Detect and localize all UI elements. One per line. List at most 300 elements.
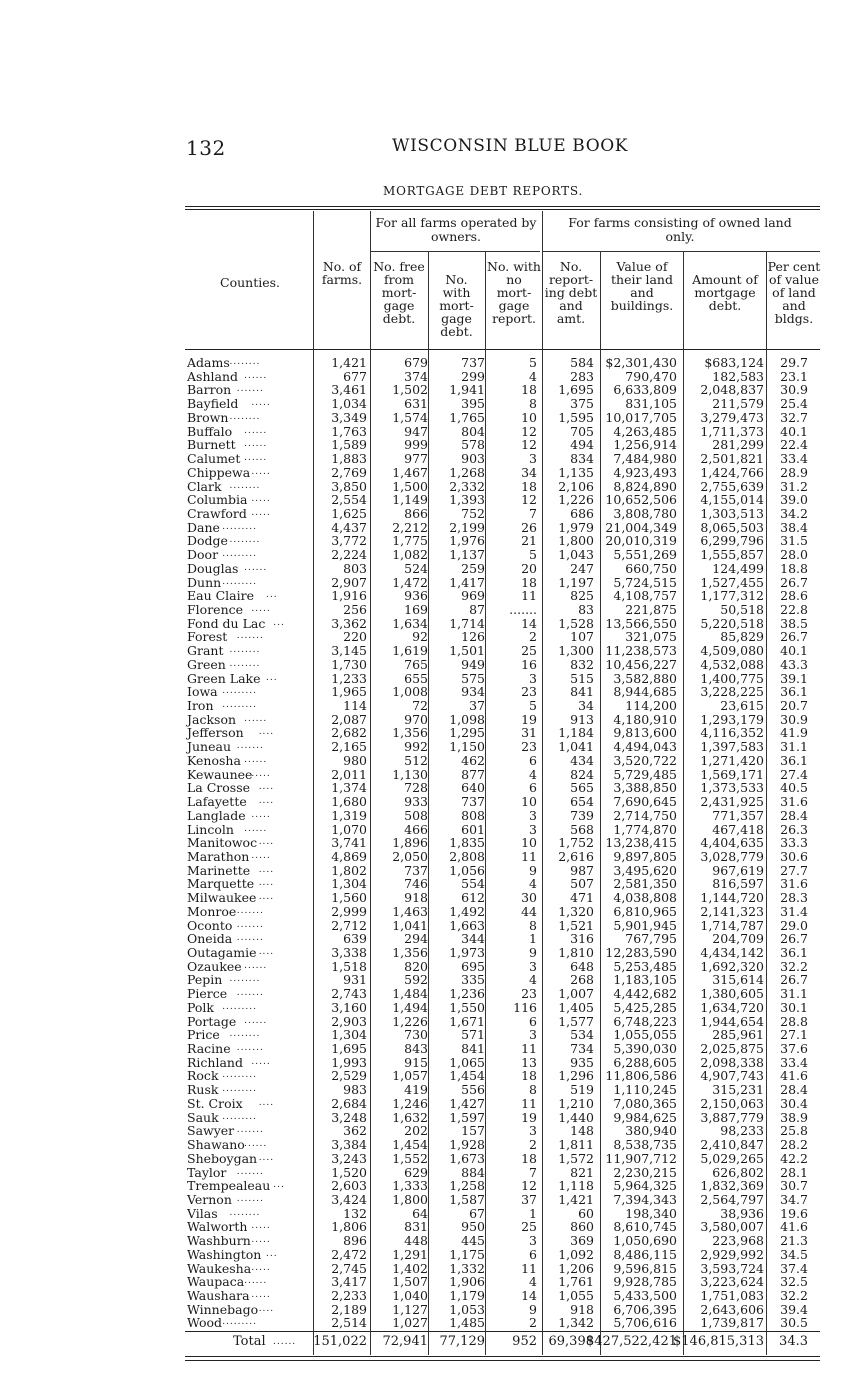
leader-dots: .... xyxy=(258,1303,275,1314)
farms-count: 2,165 xyxy=(331,739,367,755)
farms-count: 2,011 xyxy=(331,766,367,782)
table-row xyxy=(185,919,820,933)
percent-value: 26.7 xyxy=(780,931,808,947)
free-count: 1,127 xyxy=(392,1301,428,1317)
leader-dots: ..... xyxy=(251,398,271,409)
percent-value: 30.9 xyxy=(780,711,808,727)
table-row xyxy=(185,1262,820,1276)
percent-value: 40.5 xyxy=(780,780,808,796)
table-row xyxy=(185,1234,820,1248)
total-farms: 151,022 xyxy=(313,1334,367,1349)
farms-count: 2,743 xyxy=(331,986,367,1002)
table-row xyxy=(185,699,820,713)
leader-dots: ..... xyxy=(251,1290,271,1300)
percent-value: 30.6 xyxy=(780,848,808,864)
land-value: 4,923,493 xyxy=(613,464,677,480)
land-value: 5,425,285 xyxy=(613,999,677,1015)
top-rule-1 xyxy=(185,206,820,207)
leader-dots: ......... xyxy=(222,1084,257,1095)
table-row xyxy=(185,836,820,850)
leader-dots: ..... xyxy=(251,1262,271,1273)
mortgage-amount: 1,373,533 xyxy=(700,780,764,796)
percent-value: 29.7 xyxy=(780,355,808,370)
no-report-count: 26 xyxy=(521,519,537,535)
percent-value: 38.5 xyxy=(780,615,808,631)
mortgage-amount: 2,431,925 xyxy=(700,794,764,809)
leader-dots: .... xyxy=(258,892,275,903)
leader-dots: ......... xyxy=(222,1111,257,1122)
with-debt-count: 1,236 xyxy=(449,986,485,1002)
farms-count: 983 xyxy=(343,1082,367,1098)
leader-dots: ...... xyxy=(244,960,268,971)
no-report-count: 12 xyxy=(521,492,537,508)
leader-dots: ... xyxy=(266,672,278,683)
mortgage-amount: 4,907,743 xyxy=(700,1068,764,1084)
reporting-count: 1,577 xyxy=(558,1013,594,1029)
with-debt-count: 445 xyxy=(461,1233,485,1249)
leader-dots: ....... xyxy=(236,1166,264,1177)
land-value: 1,110,245 xyxy=(613,1082,677,1098)
reporting-count: 534 xyxy=(570,1027,594,1043)
land-value: 4,108,757 xyxy=(613,588,677,604)
leader-dots: ....... xyxy=(236,988,264,999)
table-row xyxy=(185,1028,820,1042)
mortgage-amount: 1,751,083 xyxy=(700,1288,764,1303)
group-owned-rule xyxy=(543,251,820,252)
reporting-count: 1,118 xyxy=(558,1178,594,1194)
with-debt-count: 601 xyxy=(461,821,485,837)
county-name: Clark xyxy=(187,478,222,494)
no-report-count: 23 xyxy=(521,739,537,755)
table-row xyxy=(185,1207,820,1221)
percent-value: 30.1 xyxy=(780,999,808,1015)
land-value: 6,810,965 xyxy=(613,903,677,919)
county-name: Pepin xyxy=(187,972,223,988)
leader-dots: ...... xyxy=(244,823,268,834)
land-value: 2,714,750 xyxy=(613,807,677,823)
county-name: Vernon xyxy=(187,1191,232,1207)
land-value: 11,806,586 xyxy=(605,1068,677,1084)
with-debt-count: 1,973 xyxy=(449,945,485,960)
with-debt-count: 395 xyxy=(461,396,485,412)
county-name: Burnett xyxy=(187,437,236,453)
mortgage-amount: 2,025,875 xyxy=(700,1041,764,1056)
with-debt-count: 1,150 xyxy=(449,739,485,755)
county-name: Sheboygan xyxy=(187,1150,258,1166)
with-debt-count: 737 xyxy=(461,794,485,809)
county-name: Sauk xyxy=(187,1109,219,1125)
county-name: Vilas xyxy=(187,1205,218,1221)
no-report-count: 20 xyxy=(521,560,537,576)
table-row xyxy=(185,877,820,891)
land-value: 1,774,870 xyxy=(613,821,677,837)
land-value: 13,566,550 xyxy=(605,615,677,631)
with-debt-count: 1,137 xyxy=(449,547,485,563)
free-count: 1,454 xyxy=(392,1137,428,1152)
farms-count: 1,806 xyxy=(331,1219,367,1235)
table-row xyxy=(185,397,820,411)
reporting-count: 1,521 xyxy=(558,917,594,933)
reporting-count: 1,440 xyxy=(558,1109,594,1125)
percent-value: 41.9 xyxy=(780,725,808,741)
reporting-count: 565 xyxy=(570,780,594,796)
farms-count: 1,560 xyxy=(331,890,367,906)
reporting-count: 519 xyxy=(570,1082,594,1098)
mortgage-amount: 4,404,635 xyxy=(700,835,764,851)
farms-count: 1,916 xyxy=(331,588,367,604)
land-value: 13,238,415 xyxy=(605,835,677,851)
bottom-rule-2 xyxy=(185,1360,820,1361)
mortgage-amount: 3,228,225 xyxy=(700,684,764,700)
county-name: Brown xyxy=(187,409,229,425)
table-row xyxy=(185,754,820,768)
reporting-count: 1,055 xyxy=(558,1288,594,1303)
county-name: Calumet xyxy=(187,451,241,466)
leader-dots: .... xyxy=(258,1152,275,1163)
leader-dots: ....... xyxy=(236,905,264,916)
county-name: Walworth xyxy=(187,1219,248,1235)
reporting-count: 654 xyxy=(570,794,594,809)
free-count: 2,050 xyxy=(392,848,428,864)
no-report-count: 23 xyxy=(521,684,537,700)
free-count: 524 xyxy=(404,560,428,576)
leader-dots: ........ xyxy=(229,658,261,669)
with-debt-count: 1,268 xyxy=(449,464,485,480)
farms-count: 1,730 xyxy=(331,656,367,672)
land-value: 380,940 xyxy=(625,1123,677,1139)
farms-count: 1,034 xyxy=(331,396,367,412)
reporting-count: 834 xyxy=(570,451,594,466)
with-debt-count: 1,295 xyxy=(449,725,485,741)
table-row xyxy=(185,1083,820,1097)
farms-count: 3,160 xyxy=(331,999,367,1015)
with-debt-count: 640 xyxy=(461,780,485,796)
free-count: 1,634 xyxy=(392,615,428,631)
table-title: MORTGAGE DEBT REPORTS. xyxy=(383,184,584,198)
table-row xyxy=(185,987,820,1001)
mortgage-amount: 1,424,766 xyxy=(700,464,764,480)
mortgage-amount: 1,271,420 xyxy=(700,752,764,768)
reporting-count: 734 xyxy=(570,1041,594,1056)
mortgage-amount: 1,527,455 xyxy=(700,574,764,590)
with-debt-count: 126 xyxy=(461,629,485,645)
reporting-count: 739 xyxy=(570,807,594,823)
land-value: 7,690,645 xyxy=(613,794,677,809)
reporting-count: 247 xyxy=(570,560,594,576)
land-value: 9,984,625 xyxy=(613,1109,677,1125)
leader-dots: .... xyxy=(258,727,275,738)
leader-dots: ... xyxy=(266,590,278,601)
county-name: Green Lake xyxy=(187,670,261,686)
table-row xyxy=(185,905,820,919)
leader-dots: ... xyxy=(273,1180,285,1191)
free-count: 1,494 xyxy=(392,999,428,1015)
county-name: Wood xyxy=(187,1315,223,1331)
free-count: 1,040 xyxy=(392,1288,428,1303)
mortgage-amount: 285,961 xyxy=(712,1027,764,1043)
table-row xyxy=(185,850,820,864)
land-value: 6,748,223 xyxy=(613,1013,677,1029)
land-value: 6,706,395 xyxy=(613,1301,677,1317)
group-header-owned: For farms consisting of owned land only. xyxy=(568,215,792,244)
no-report-count: 116 xyxy=(513,999,537,1015)
no-report-count: 3 xyxy=(529,958,537,974)
with-debt-count: 335 xyxy=(461,972,485,988)
reporting-count: 1,184 xyxy=(558,725,594,741)
mortgage-amount: 6,299,796 xyxy=(700,533,764,549)
mortgage-amount: $683,124 xyxy=(704,355,764,370)
free-count: 992 xyxy=(404,739,428,755)
no-report-count: 2 xyxy=(529,1137,537,1152)
percent-value: 30.4 xyxy=(780,1095,808,1111)
mortgage-amount: 1,692,320 xyxy=(700,958,764,974)
free-count: 947 xyxy=(404,423,428,439)
free-count: 1,402 xyxy=(392,1260,428,1276)
reporting-count: 60 xyxy=(578,1205,594,1221)
county-name: St. Croix xyxy=(187,1095,243,1111)
leader-dots: ....... xyxy=(236,631,264,642)
free-count: 1,800 xyxy=(392,1191,428,1207)
with-debt-count: 554 xyxy=(461,876,485,892)
free-count: 629 xyxy=(404,1164,428,1180)
percent-value: 37.6 xyxy=(780,1041,808,1056)
table-row xyxy=(185,795,820,809)
county-name: Oconto xyxy=(187,917,233,933)
total-label: Total xyxy=(233,1334,266,1349)
with-debt-count: 578 xyxy=(461,437,485,453)
farms-count: 3,424 xyxy=(331,1191,367,1207)
county-name: Ozaukee xyxy=(187,958,242,974)
no-report-count: 18 xyxy=(521,382,537,398)
table-row xyxy=(185,1097,820,1111)
with-debt-count: 344 xyxy=(461,931,485,947)
free-count: 679 xyxy=(404,355,428,370)
table-row xyxy=(185,768,820,782)
with-debt-count: 950 xyxy=(461,1219,485,1235)
free-count: 1,775 xyxy=(392,533,428,549)
total-rule xyxy=(185,1331,820,1332)
table-row xyxy=(185,891,820,905)
table-row xyxy=(185,1042,820,1056)
mortgage-amount: 2,048,837 xyxy=(700,382,764,398)
mortgage-amount: 3,593,724 xyxy=(700,1260,764,1276)
county-name: Manitowoc xyxy=(187,835,258,851)
farms-count: 2,514 xyxy=(331,1315,367,1331)
free-count: 631 xyxy=(404,396,428,412)
with-debt-count: 969 xyxy=(461,588,485,604)
county-name: Dane xyxy=(187,519,220,535)
mortgage-amount: 2,150,063 xyxy=(700,1095,764,1111)
land-value: 7,080,365 xyxy=(613,1095,677,1111)
reporting-count: 824 xyxy=(570,766,594,782)
header-bottom-rule xyxy=(185,349,820,350)
percent-value: 36.1 xyxy=(780,752,808,768)
county-name: Crawford xyxy=(187,505,247,521)
with-debt-count: 1,393 xyxy=(449,492,485,508)
land-value: 5,964,325 xyxy=(613,1178,677,1194)
free-count: 1,356 xyxy=(392,945,428,960)
no-report-count: 3 xyxy=(529,670,537,686)
percent-value: 27.4 xyxy=(780,766,808,782)
land-value: 8,486,115 xyxy=(613,1246,677,1262)
free-count: 2,212 xyxy=(392,519,428,535)
leader-dots: ...... xyxy=(244,453,268,463)
no-report-count: 19 xyxy=(521,711,537,727)
mortgage-amount: 967,619 xyxy=(712,862,764,878)
free-count: 1,500 xyxy=(392,478,428,494)
mortgage-amount: 3,028,779 xyxy=(700,848,764,864)
reporting-count: 686 xyxy=(570,505,594,521)
reporting-count: 283 xyxy=(570,368,594,384)
no-report-count: 23 xyxy=(521,986,537,1002)
table-row xyxy=(185,1111,820,1125)
mortgage-amount: 2,929,992 xyxy=(700,1246,764,1262)
reporting-count: 34 xyxy=(578,698,594,713)
mortgage-amount: 3,580,007 xyxy=(700,1219,764,1235)
county-name: Eau Claire xyxy=(187,588,254,604)
mortgage-amount: 1,714,787 xyxy=(700,917,764,933)
percent-value: 30.9 xyxy=(780,382,808,398)
mortgage-amount: 626,802 xyxy=(712,1164,764,1180)
county-name: Marathon xyxy=(187,848,250,864)
farms-count: 803 xyxy=(343,560,367,576)
mortgage-amount: 182,583 xyxy=(712,368,764,384)
percent-value: 34.5 xyxy=(780,1246,808,1262)
leader-dots: ..... xyxy=(251,809,271,820)
land-value: 3,808,780 xyxy=(613,505,677,521)
county-name: Chippewa xyxy=(187,464,251,480)
no-report-count: 4 xyxy=(529,972,537,988)
percent-value: 40.1 xyxy=(780,423,808,439)
reporting-count: 1,405 xyxy=(558,999,594,1015)
no-report-count: 1 xyxy=(529,931,537,947)
free-count: 448 xyxy=(404,1233,428,1249)
county-name: Adams xyxy=(187,355,230,370)
no-report-count: 4 xyxy=(529,368,537,384)
free-count: 1,246 xyxy=(392,1095,428,1111)
reporting-count: 987 xyxy=(570,862,594,878)
farms-count: 3,384 xyxy=(331,1137,367,1152)
county-name: Waushara xyxy=(187,1288,250,1303)
percent-value: 26.7 xyxy=(780,629,808,645)
table-row xyxy=(185,658,820,672)
reporting-count: 1,528 xyxy=(558,615,594,631)
farms-count: 1,421 xyxy=(331,355,367,370)
percent-value: 33.4 xyxy=(780,1054,808,1070)
with-debt-count: 87 xyxy=(469,602,485,617)
farms-count: 3,417 xyxy=(331,1274,367,1290)
mortgage-amount: 315,614 xyxy=(712,972,764,988)
mortgage-amount: 771,357 xyxy=(712,807,764,823)
table-row xyxy=(185,960,820,974)
with-debt-count: 1,501 xyxy=(449,643,485,659)
reporting-count: 860 xyxy=(570,1219,594,1235)
group-owners-rule xyxy=(370,251,540,252)
farms-count: 677 xyxy=(343,368,367,384)
no-report-count: 4 xyxy=(529,1274,537,1290)
free-count: 728 xyxy=(404,780,428,796)
county-name: Winnebago xyxy=(187,1301,259,1317)
with-debt-count: 752 xyxy=(461,505,485,521)
with-debt-count: 1,587 xyxy=(449,1191,485,1207)
no-report-count: 44 xyxy=(521,903,537,919)
table-row xyxy=(185,383,820,397)
table-row xyxy=(185,480,820,494)
percent-value: 43.3 xyxy=(780,656,808,672)
county-name: Pierce xyxy=(187,986,228,1002)
percent-value: 22.4 xyxy=(780,437,808,453)
land-value: 4,442,682 xyxy=(613,986,677,1002)
farms-count: 2,529 xyxy=(331,1068,367,1084)
percent-value: 28.4 xyxy=(780,1082,808,1098)
land-value: 6,288,605 xyxy=(613,1054,677,1070)
county-name: Langlade xyxy=(187,807,246,823)
farms-count: 639 xyxy=(343,931,367,947)
land-value: $2,301,430 xyxy=(605,355,677,370)
county-name: Portage xyxy=(187,1013,237,1029)
mortgage-amount: 5,029,265 xyxy=(700,1150,764,1166)
percent-value: 40.1 xyxy=(780,643,808,659)
free-count: 64 xyxy=(412,1205,428,1221)
county-name: Washington xyxy=(187,1246,262,1262)
farms-count: 2,903 xyxy=(331,1013,367,1029)
with-debt-count: 903 xyxy=(461,451,485,466)
farms-count: 3,338 xyxy=(331,945,367,960)
farms-count: 2,603 xyxy=(331,1178,367,1194)
no-report-count: 11 xyxy=(521,1095,537,1111)
free-count: 655 xyxy=(404,670,428,686)
land-value: 4,263,485 xyxy=(613,423,677,439)
county-name: Kewaunee xyxy=(187,766,253,782)
farms-count: 3,461 xyxy=(331,382,367,398)
reporting-count: 515 xyxy=(570,670,594,686)
leader-dots: ........ xyxy=(229,480,261,491)
county-name: Juneau xyxy=(187,739,232,755)
farms-count: 1,695 xyxy=(331,1041,367,1056)
farms-count: 2,682 xyxy=(331,725,367,741)
no-report-count: 5 xyxy=(529,355,537,370)
reporting-count: 1,810 xyxy=(558,945,594,960)
reporting-count: 2,106 xyxy=(558,478,594,494)
table-row xyxy=(185,1275,820,1289)
leader-dots: ..... xyxy=(251,466,271,477)
land-value: 8,610,745 xyxy=(613,1219,677,1235)
leader-dots: .... xyxy=(258,796,275,806)
land-value: 660,750 xyxy=(625,560,677,576)
table-row xyxy=(185,507,820,521)
mortgage-amount: 204,709 xyxy=(712,931,764,947)
county-name: Douglas xyxy=(187,560,239,576)
reporting-count: 1,210 xyxy=(558,1095,594,1111)
county-name: Polk xyxy=(187,999,215,1015)
reporting-count: 1,043 xyxy=(558,547,594,563)
reporting-count: 1,595 xyxy=(558,409,594,425)
leader-dots: ......... xyxy=(222,700,257,710)
mortgage-amount: 124,499 xyxy=(712,560,764,576)
land-value: 20,010,319 xyxy=(605,533,677,549)
table-row xyxy=(185,521,820,535)
percent-value: 22.8 xyxy=(780,602,808,617)
farms-count: 256 xyxy=(343,602,367,617)
farms-count: 1,304 xyxy=(331,876,367,892)
farms-count: 3,145 xyxy=(331,643,367,659)
land-value: 5,901,945 xyxy=(613,917,677,933)
county-name: Shawano xyxy=(187,1137,245,1152)
with-debt-count: 1,671 xyxy=(449,1013,485,1029)
with-debt-count: 1,835 xyxy=(449,835,485,851)
leader-dots: ....... xyxy=(236,384,264,395)
total-free: 72,941 xyxy=(382,1334,428,1349)
